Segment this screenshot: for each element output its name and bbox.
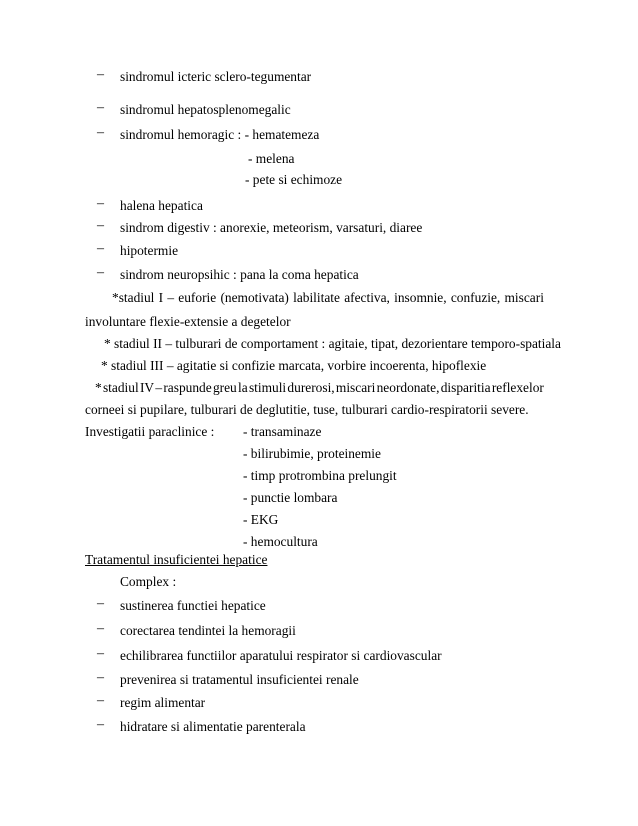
dash-bullet: –: [97, 241, 104, 256]
stadiul-1-line: *stadiul I – euforie (nemotivata) labilitate afectiva, insomnie, confuzie, miscari: [112, 290, 544, 305]
list-item: hipotermie: [120, 243, 179, 258]
list-item: corectarea tendintei la hemoragii: [120, 623, 296, 638]
investigatii-label: Investigatii paraclinice :: [85, 424, 215, 439]
hemoragic-sub-item: - melena: [248, 151, 295, 166]
tratament-title: Tratamentul insuficientei hepatice: [85, 552, 268, 567]
list-item: sindromul hepatosplenomegalic: [120, 102, 291, 117]
list-item: sindromul hemoragic : - hematemeza: [120, 127, 320, 142]
stadiul-4-continuation: corneei si pupilare, tulburari de deglutitie, tuse, tulburari cardio-respiratorii severe.: [85, 402, 529, 417]
list-item: sindromul icteric sclero-tegumentar: [120, 69, 312, 84]
list-item: sustinerea functiei hepatice: [120, 598, 266, 613]
dash-bullet: –: [97, 646, 104, 661]
dash-bullet: –: [97, 596, 104, 611]
dash-bullet: –: [97, 196, 104, 211]
investigatie-item: - bilirubimie, proteinemie: [243, 446, 381, 461]
list-item: sindrom neuropsihic : pana la coma hepatica: [120, 267, 359, 282]
hemoragic-sub-item: - pete si echimoze: [245, 172, 343, 187]
investigatie-item: - transaminaze: [243, 424, 322, 439]
list-item: halena hepatica: [120, 198, 203, 213]
stadiul-3-line: * stadiul III – agitatie si confizie marcata, vorbire incoerenta, hipoflexie: [101, 358, 487, 373]
list-item: prevenirea si tratamentul insuficientei renale: [120, 672, 359, 687]
list-item: hidratare si alimentatie parenterala: [120, 719, 306, 734]
list-item: echilibrarea functiilor aparatului respirator si cardiovascular: [120, 648, 442, 663]
investigatie-item: - EKG: [243, 512, 279, 527]
dash-bullet: –: [97, 100, 104, 115]
investigatie-item: - timp protrombina prelungit: [243, 468, 397, 483]
dash-bullet: –: [97, 621, 104, 636]
tratament-complex: Complex :: [120, 574, 177, 589]
stadiul-1-continuation: involuntare flexie-extensie a degetelor: [85, 314, 291, 329]
list-item: sindrom digestiv : anorexie, meteorism, varsaturi, diaree: [120, 220, 423, 235]
dash-bullet: –: [97, 218, 104, 233]
stadiul-4-line: * stadiul IV – raspunde greu la stimuli durerosi, miscari neordonate, disparitia reflexelor: [95, 380, 544, 395]
investigatie-item: - punctie lombara: [243, 490, 338, 505]
dash-bullet: –: [97, 717, 104, 732]
investigatie-item: - hemocultura: [243, 534, 318, 549]
stadiul-2-line: * stadiul II – tulburari de comportament : agitaie, tipat, dezorientare temporo-spatiala: [104, 336, 561, 351]
dash-bullet: –: [97, 693, 104, 708]
dash-bullet: –: [97, 265, 104, 280]
list-item: regim alimentar: [120, 695, 206, 710]
dash-bullet: –: [97, 125, 104, 140]
dash-bullet: –: [97, 67, 104, 82]
dash-bullet: –: [97, 670, 104, 685]
